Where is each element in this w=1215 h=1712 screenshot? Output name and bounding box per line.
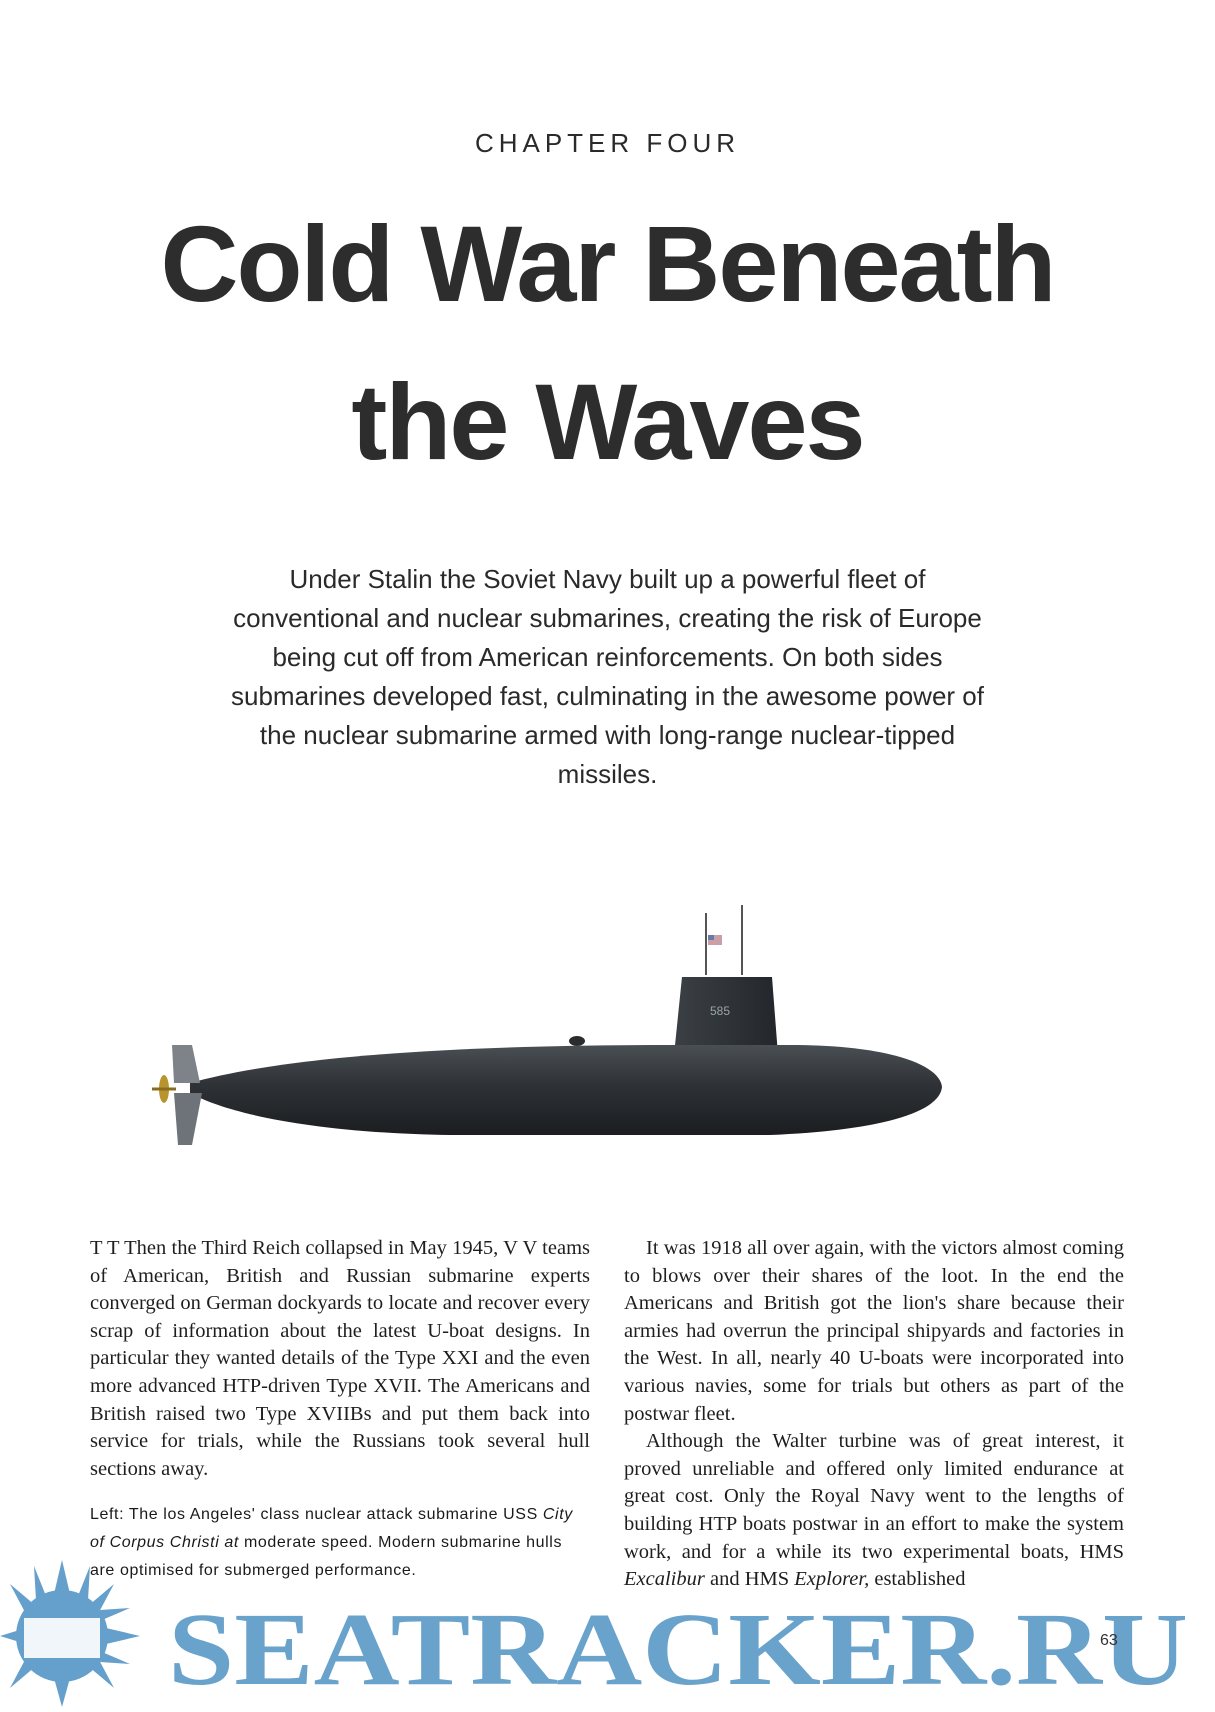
watermark <box>0 1560 1215 1707</box>
watermark-text: SEATRACKER.RU <box>168 1592 1188 1707</box>
caption-text-2: moderate speed. Modern submarine hulls are optimised for submerged performance. <box>90 1534 563 1580</box>
left-column <box>90 1235 590 1585</box>
standfirst: Under Stalin the Soviet Navy built up a powerful fleet of conventional and nuclear submarines, creating the risk of Europe being cut off from American reinforcements. On both sides submarines developed fast, culminating in the awesome power of the nuclear submarine armed with long-range nuclear-tipped missiles. <box>231 564 984 789</box>
p2-text-1: Although the Walter turbine was of great interest, it proved unreliable and offered only limited endurance at great cost. Only the Royal Navy went to the lengths of building HTP boats postwar in an effort to make the system work, and for a while its two experimental boats, HMS <box>624 1430 1124 1563</box>
title-line-2: the Waves <box>351 361 864 482</box>
body-paragraph-right-1: It was 1918 all over again, with the victors almost coming to blows over their shares of the loot. In the end the Americans and British got the lion's share because their armies had overrun the principal shipyards and factories in the West. In all, nearly 40 U-boats were incorporated into various navies, some for trials but others as part of the postwar fleet. <box>624 1237 1124 1425</box>
title-line-1: Cold War Beneath <box>160 203 1055 324</box>
submarine-illustration <box>150 905 1030 1170</box>
chapter-label: CHAPTER FOUR <box>474 128 741 158</box>
p2-text-3: established <box>869 1568 966 1591</box>
p2-italic-1: Excalibur <box>624 1568 705 1591</box>
caption-italic: City of Corpus Christi at <box>90 1506 573 1552</box>
p2-text-2: and HMS <box>704 1568 795 1591</box>
p2-italic-2: Explorer, <box>794 1568 870 1591</box>
caption-text-1: Left: The los Angeles' class nuclear attack submarine USS <box>90 1506 543 1524</box>
sail-number: 585 <box>710 1004 731 1018</box>
body-paragraph-left: T T Then the Third Reich collapsed in May 1945, V V teams of American, British and Russian submarine experts converged on German dockyards to locate and recover every scrap of information about the latest U-boat designs. In particular they wanted details of the Type XXI and the even more advanced HTP-driven Type XVII. The Americans and British raised two Type XVIIBs and put them back into service for trials, while the Russians took several hull sections away. <box>90 1237 590 1480</box>
page-number: 63 <box>1100 1632 1118 1649</box>
right-column <box>624 1235 1124 1594</box>
chapter-title <box>0 185 1215 501</box>
